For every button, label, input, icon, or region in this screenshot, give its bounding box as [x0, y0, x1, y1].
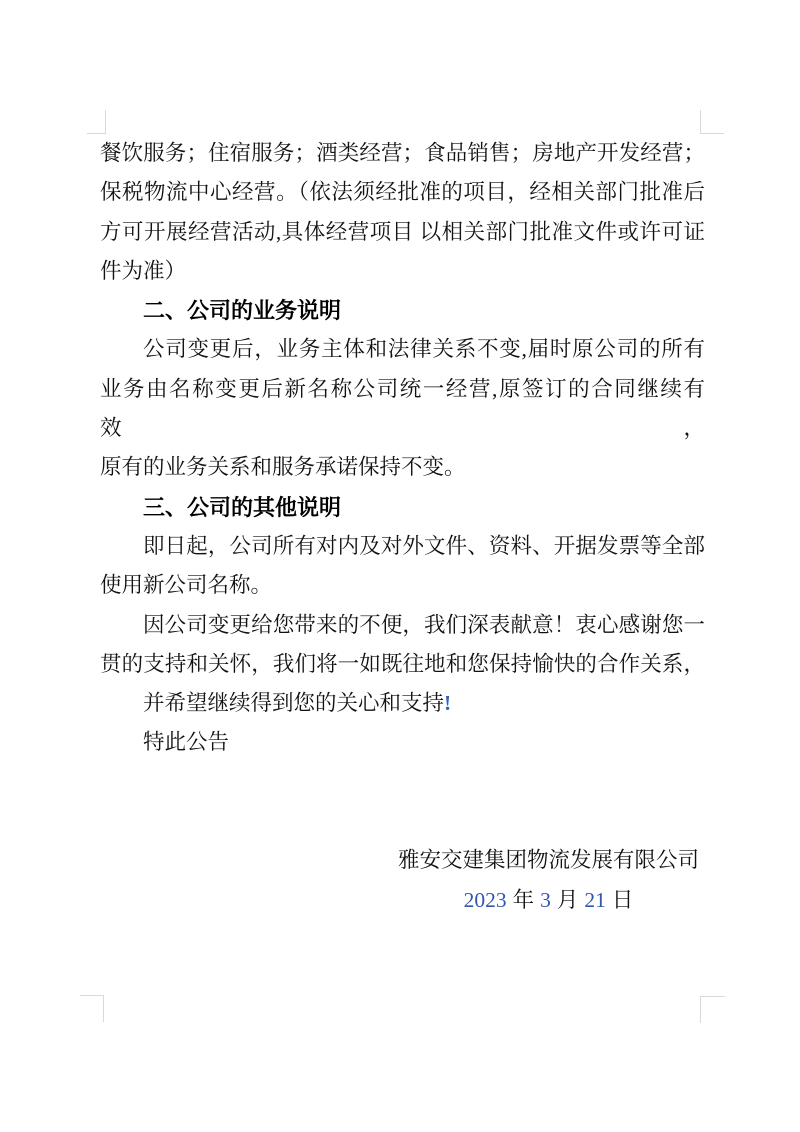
body-line: 即日起，公司所有对内及对外文件、资料、开据发票等全部 [143, 533, 705, 558]
date-month-unit: 月 [556, 887, 579, 912]
margin-mark-bottom-right [700, 996, 725, 1023]
body-line: 公司变更后，业务主体和法律关系不变,届时原公司的所有 [143, 337, 705, 362]
body-line: 原有的业务关系和服务承诺保持不变。 [100, 455, 466, 480]
date-day-unit: 日 [611, 887, 634, 912]
date-year-unit: 年 [512, 887, 535, 912]
body-line-text: 并希望继续得到您的关心和支持 [143, 691, 445, 716]
body-line: 使用新公司名称。 [100, 573, 273, 598]
body-line: 贯的支持和关怀，我们将一如既往地和您保持愉快的合作关系， [100, 651, 705, 676]
signature-date [392, 881, 705, 920]
body-line [100, 684, 705, 723]
body-line: 件为准） [100, 258, 187, 283]
date-month: 3 [540, 887, 551, 912]
closing-line: 特此公告 [143, 730, 230, 755]
margin-mark-top-right [700, 110, 724, 134]
date-year: 2023 [463, 887, 507, 912]
section-heading: 二、公司的业务说明 [143, 298, 342, 324]
margin-mark-top-left [87, 110, 106, 134]
signature-block [392, 841, 705, 920]
section-heading: 三、公司的其他说明 [143, 494, 342, 520]
date-day: 21 [584, 887, 606, 912]
exclamation-mark: ! [444, 691, 452, 716]
body-line: 餐饮服务；住宿服务；酒类经营；食品销售；房地产开发经营； [100, 141, 705, 165]
body-line: 因公司变更给您带来的不便，我们深表献意！衷心感谢您一 [143, 612, 705, 637]
body-line: 保税物流中心经营。（依法须经批准的项目，经相关部门批准后 [100, 180, 705, 205]
document-body [100, 134, 705, 920]
company-name: 雅安交建集团物流发展有限公司 [397, 848, 699, 873]
body-line: 方可开展经营活动,具体经营项目 以相关部门批准文件或许可证 [100, 219, 705, 244]
body-line: 业务由名称变更后新名称公司统一经营,原签订的合同继续有效， [100, 376, 705, 441]
margin-mark-bottom-left [80, 995, 104, 1022]
